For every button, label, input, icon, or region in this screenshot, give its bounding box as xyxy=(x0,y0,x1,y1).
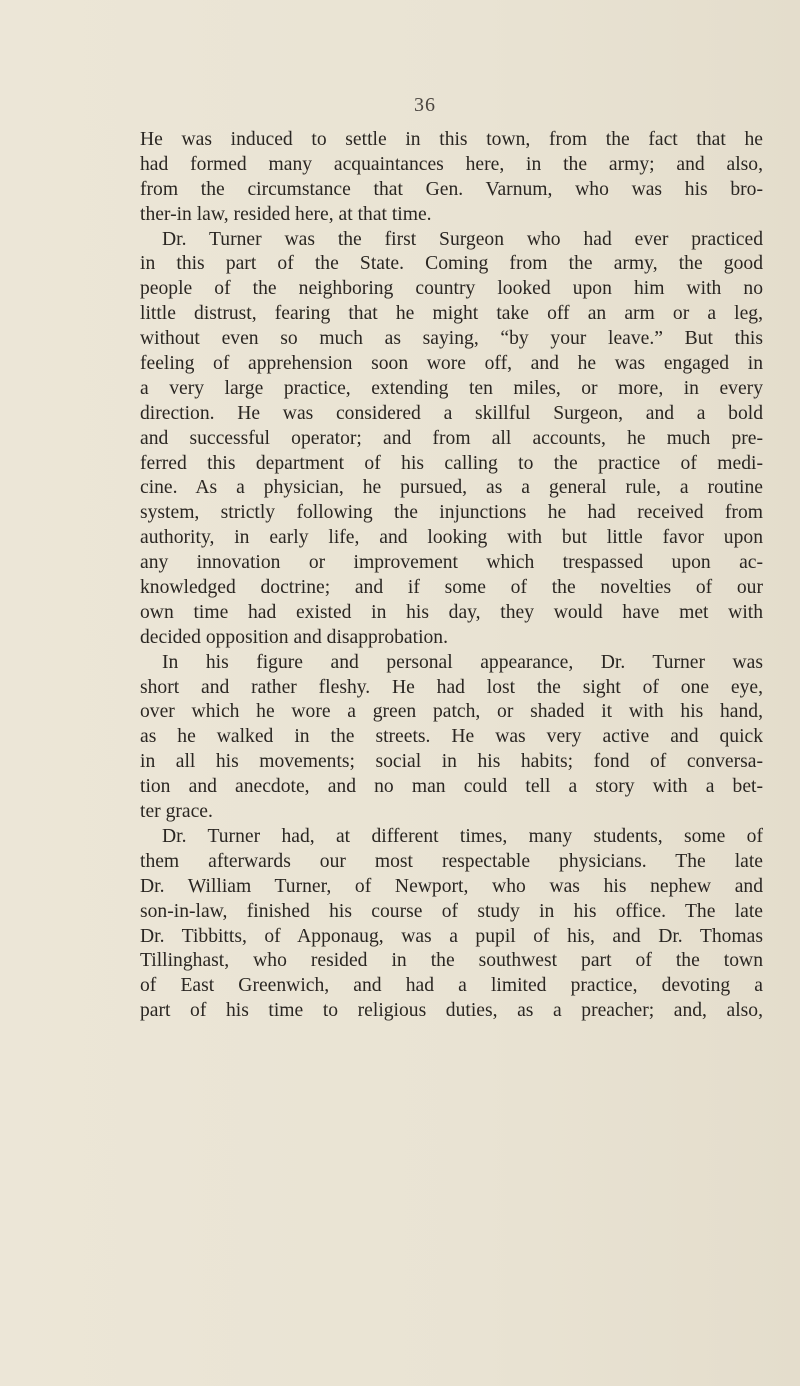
text-line: Tillinghast, who resided in the southwest part of the town xyxy=(140,950,763,972)
text-line: and successful operator; and from all accounts, he much pre- xyxy=(140,427,763,449)
text-line: Dr. William Turner, of Newport, who was his nephew and xyxy=(140,875,763,897)
text-line: authority, in early life, and looking with but little favor upon xyxy=(140,527,763,549)
text-line: a very large practice, extending ten miles, or more, in every xyxy=(140,377,763,399)
text-line: He was induced to settle in this town, from the fact that he xyxy=(140,129,763,150)
text-line: Dr. Turner had, at different times, many students, some of xyxy=(162,825,763,847)
text-line: little distrust, fearing that he might take off an arm or a leg, xyxy=(140,303,763,325)
text-line: son-in-law, finished his course of study in his office. The late xyxy=(140,900,763,922)
text-line: ther-in law, resided here, at that time. xyxy=(140,203,432,225)
text-line: people of the neighboring country looked upon him with no xyxy=(140,278,763,300)
text-line: ferred this department of his calling to the practice of medi- xyxy=(140,452,763,474)
text-line: knowledged doctrine; and if some of the novelties of our xyxy=(140,577,763,599)
text-line: them afterwards our most respectable physicians. The late xyxy=(140,850,763,872)
text-line: Dr. Turner was the first Surgeon who had ever practiced xyxy=(162,228,763,250)
text-line: system, strictly following the injunctions he had received from xyxy=(140,502,763,524)
text-line: feeling of apprehension soon wore off, and he was engaged in xyxy=(140,353,763,375)
text-line: ter grace. xyxy=(140,801,213,823)
body-text xyxy=(140,128,763,1024)
page-number: 36 xyxy=(414,94,436,116)
text-line: In his figure and personal appearance, Dr. Turner was xyxy=(162,651,763,673)
text-line: as he walked in the streets. He was very active and quick xyxy=(140,726,763,748)
text-line: had formed many acquaintances here, in the army; and also, xyxy=(140,153,763,175)
text-line: in all his movements; social in his habits; fond of conversa- xyxy=(140,751,763,773)
text-line: short and rather fleshy. He had lost the sight of one eye, xyxy=(140,676,763,698)
text-line: Dr. Tibbitts, of Apponaug, was a pupil of his, and Dr. Thomas xyxy=(140,925,763,947)
text-line: any innovation or improvement which trespassed upon ac- xyxy=(140,552,763,574)
text-line: of East Greenwich, and had a limited practice, devoting a xyxy=(140,975,763,997)
text-line: direction. He was considered a skillful Surgeon, and a bold xyxy=(140,402,763,424)
text-line: without even so much as saying, “by your leave.” But this xyxy=(140,328,763,350)
text-line: part of his time to religious duties, as a preacher; and, also, xyxy=(140,1000,763,1022)
text-line: over which he wore a green patch, or shaded it with his hand, xyxy=(140,701,763,723)
text-line: decided opposition and disapprobation. xyxy=(140,626,448,648)
text-line: in this part of the State. Coming from the army, the good xyxy=(140,253,763,275)
text-line: cine. As a physician, he pursued, as a general rule, a routine xyxy=(140,477,763,499)
text-line: tion and anecdote, and no man could tell a story with a bet- xyxy=(140,776,763,798)
text-line: from the circumstance that Gen. Varnum, who was his bro- xyxy=(140,178,763,200)
text-line: own time had existed in his day, they would have met with xyxy=(140,601,763,623)
